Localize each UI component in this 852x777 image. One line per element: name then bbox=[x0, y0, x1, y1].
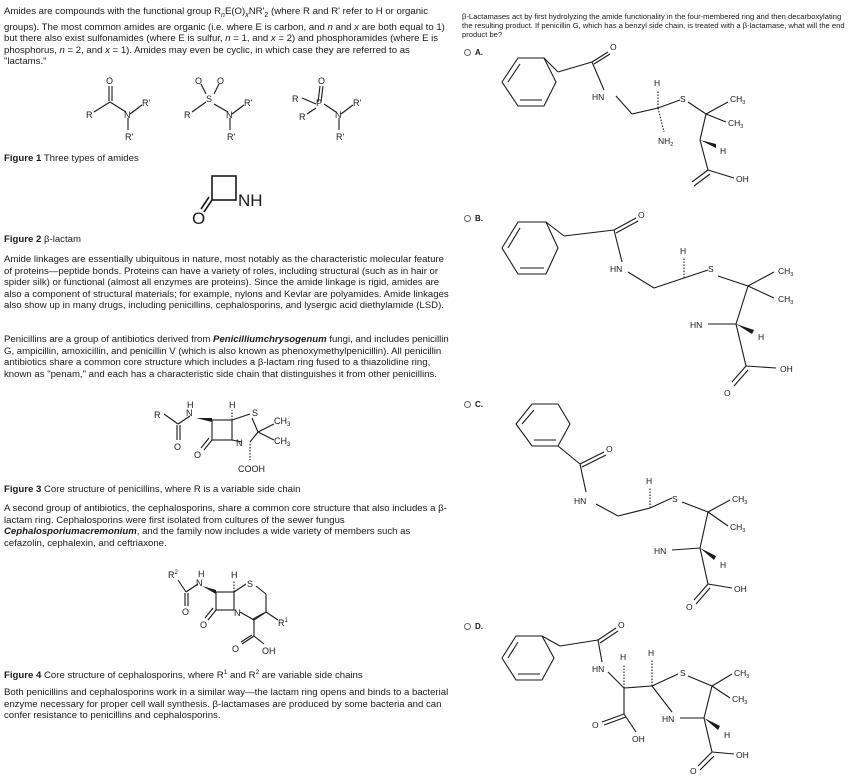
option-b-structure[interactable] bbox=[494, 206, 804, 396]
svg-text:P: P bbox=[316, 98, 323, 108]
figure-4-cephalosporin-core bbox=[160, 562, 310, 662]
option-b[interactable] bbox=[464, 214, 483, 223]
svg-text:OH: OH bbox=[736, 174, 749, 184]
svg-text:H: H bbox=[620, 652, 627, 662]
svg-text:R': R' bbox=[336, 132, 345, 142]
svg-text:N: N bbox=[196, 578, 203, 588]
svg-text:OH: OH bbox=[736, 750, 749, 760]
svg-text:O: O bbox=[592, 720, 599, 730]
svg-text:O: O bbox=[724, 388, 731, 396]
svg-text:HN: HN bbox=[654, 546, 667, 556]
svg-text:O: O bbox=[232, 644, 240, 654]
svg-text:CH3: $CH_3$ bbox=[274, 436, 291, 448]
svg-text:R': R' bbox=[227, 132, 236, 142]
svg-text:S: S bbox=[252, 408, 259, 418]
svg-text:R1: $R^1$ bbox=[278, 618, 288, 628]
svg-text:O: O bbox=[194, 450, 202, 460]
svg-text:N: N bbox=[335, 110, 342, 120]
svg-text:S: S bbox=[247, 579, 254, 589]
svg-text:R: R bbox=[299, 112, 306, 122]
option-a-structure[interactable] bbox=[494, 40, 774, 190]
svg-text:R': R' bbox=[125, 132, 134, 142]
option-c-structure[interactable] bbox=[494, 396, 784, 610]
svg-text:O: O bbox=[106, 76, 114, 86]
svg-text:S: S bbox=[680, 668, 686, 678]
svg-text:H: H bbox=[724, 730, 731, 740]
svg-text:H: H bbox=[231, 570, 238, 580]
svg-text:H: H bbox=[758, 332, 765, 342]
svg-text:O: O bbox=[195, 76, 203, 86]
option-c-label: C. bbox=[475, 400, 483, 409]
option-d-structure[interactable] bbox=[494, 614, 784, 774]
svg-text:S: S bbox=[672, 494, 678, 504]
svg-text:N: N bbox=[226, 110, 233, 120]
option-d-label: D. bbox=[475, 622, 483, 631]
question-text: β-Lactamases act by first hydrolyzing the amide functionality in the four-membered ring and then decarboxylating the resulting product. If penicillin G, which has a benzyl side chain, is treated with a β-lactamase, what will the end product be? bbox=[462, 11, 845, 39]
svg-text:O: O bbox=[192, 209, 206, 228]
figure-1-amides bbox=[80, 72, 380, 152]
option-a-label: A. bbox=[475, 48, 483, 57]
figure-2-beta-lactam bbox=[190, 166, 280, 230]
svg-text:OH: OH bbox=[780, 364, 793, 374]
svg-text:R': R' bbox=[353, 98, 362, 108]
svg-text:OH: OH bbox=[734, 584, 747, 594]
option-a[interactable] bbox=[464, 48, 483, 57]
svg-text:NH: NH bbox=[238, 191, 263, 210]
svg-text:H: H bbox=[680, 246, 687, 256]
svg-text:H: H bbox=[648, 648, 655, 658]
svg-text:CH3: $CH_3$ bbox=[730, 522, 746, 534]
svg-text:HN: HN bbox=[690, 320, 703, 330]
option-c-radio[interactable] bbox=[464, 401, 471, 408]
figure-3-caption: Figure 3 Core structure of penicillins, where R is a variable side chain bbox=[4, 484, 301, 495]
svg-text:O: O bbox=[610, 42, 617, 52]
svg-text:R2: $R^2$ bbox=[168, 570, 178, 580]
svg-text:N: N bbox=[186, 408, 193, 418]
svg-text:OH: OH bbox=[262, 646, 276, 656]
svg-text:COOH: COOH bbox=[238, 464, 265, 474]
paragraph-amide-linkages: Amide linkages are essentially ubiquitous in nature, most notably as the characteristic molecular feature of proteins—peptide bonds. Proteins can have a variety of roles, including structural (such as in hair or spider silk) or functional (almost all enzymes are proteins). Since the amide linkage is rigid, amides are also a component of structural materials; for example, nylons and Kevlar are polyamides. Amide linkages also show up in many drugs, including penicillins, cephalosporins, and lysergic acid diethylamide (LSD). bbox=[4, 254, 449, 312]
svg-text:N: N bbox=[236, 438, 243, 448]
svg-text:CH3: $CH_3$ bbox=[274, 416, 291, 428]
svg-text:N: N bbox=[234, 608, 241, 618]
svg-text:H: H bbox=[720, 146, 727, 156]
option-a-radio[interactable] bbox=[464, 49, 471, 56]
option-b-label: B. bbox=[475, 214, 483, 223]
svg-text:HN: HN bbox=[592, 92, 605, 102]
paragraph-penicillins: Penicillins are a group of antibiotics derived from Penicilliumchrysogenum fungi, and includes penicillin G, ampicillin, amoxicillin, and penicillin V (which is also known as phenoxymethylpenicillin). All penicillin antibiotics share a common core structure which includes a β-lactam ring fused to a thiazolidine ring, known as "penam," and each has a characteristic side chain that distinguishes it from other penicillins. bbox=[4, 334, 449, 380]
svg-text:O: O bbox=[200, 620, 208, 630]
svg-text:CH3: $CH_3$ bbox=[734, 668, 750, 680]
svg-text:O: O bbox=[690, 766, 697, 774]
svg-text:O: O bbox=[638, 210, 645, 220]
svg-text:O: O bbox=[686, 602, 693, 610]
svg-text:CH3: $CH_3$ bbox=[778, 294, 794, 306]
svg-text:CH3: $CH_3$ bbox=[730, 94, 746, 106]
svg-text:H: H bbox=[646, 476, 653, 486]
paragraph-cephalosporins: A second group of antibiotics, the cephalosporins, share a common core structure that also includes a β-lactam ring. Cephalosporins were first isolated from cultures of the sewer fungus Cephalosporiumacremonium, and the family now includes a wide variety of members such as cefazolin, cephalexin, and ceftriaxone. bbox=[4, 503, 447, 549]
svg-text:CH3: $CH_3$ bbox=[732, 694, 748, 706]
svg-text:O: O bbox=[606, 444, 613, 454]
option-b-radio[interactable] bbox=[464, 215, 471, 222]
svg-text:H: H bbox=[198, 569, 205, 579]
svg-text:S: S bbox=[206, 94, 213, 104]
svg-text:H: H bbox=[654, 78, 661, 88]
svg-text:CH3: $CH_3$ bbox=[728, 118, 744, 130]
option-c[interactable] bbox=[464, 400, 483, 409]
svg-text:NH2: $NH_2$ bbox=[658, 136, 674, 148]
svg-text:H: H bbox=[187, 400, 194, 410]
svg-text:O: O bbox=[182, 607, 190, 617]
svg-text:O: O bbox=[217, 76, 225, 86]
svg-text:R': R' bbox=[142, 98, 151, 108]
svg-text:O: O bbox=[174, 442, 182, 452]
svg-text:HN: HN bbox=[610, 264, 623, 274]
svg-text:HN: HN bbox=[592, 664, 605, 674]
intro-paragraph: Amides are compounds with the functional group $R_nE(O)_xNR'_2$ (where R and R' refer to H or organic groups). The most common amides are organic (i.e. where E is carbon, and n and x are both equal to 1) but there also exist sulfonamides (where E is sulfur, n = 1, and x = 2) and phosphoramides (where E is phosphorus, n = 2, and x = 1). Amides may even be cyclic, in which case they are referred to as "lactams." bbox=[4, 6, 445, 68]
figure-1-caption: Figure 1 Three types of amides bbox=[4, 153, 139, 164]
svg-text:S: S bbox=[708, 264, 714, 274]
svg-text:S: S bbox=[680, 94, 686, 104]
figure-3-penicillin-core bbox=[150, 398, 330, 480]
svg-text:OH: OH bbox=[632, 734, 645, 744]
figure-4-caption: Figure 4 Core structure of cephalosporins, where $R^1$ and $R^2$ are variable side chains bbox=[4, 669, 363, 682]
svg-text:N: N bbox=[124, 110, 131, 120]
svg-text:R: R bbox=[292, 94, 299, 104]
figure-2-caption: Figure 2 β-lactam bbox=[4, 234, 81, 245]
option-d-radio[interactable] bbox=[464, 623, 471, 630]
svg-text:O: O bbox=[318, 76, 326, 86]
svg-text:H: H bbox=[720, 560, 727, 570]
svg-text:CH3: $CH_3$ bbox=[778, 266, 794, 278]
paragraph-mechanism: Both penicillins and cephalosporins work in a similar way—the lactam ring opens and binds to a bacterial enzyme necessary for proper cell wall synthesis. β-lactamases are produced by some bacteria and can confer resistance to penicillins and cephalosporins. bbox=[4, 687, 449, 722]
option-d[interactable] bbox=[464, 622, 483, 631]
svg-text:R': R' bbox=[244, 98, 253, 108]
svg-text:CH3: $CH_3$ bbox=[732, 494, 748, 506]
svg-text:HN: HN bbox=[574, 496, 587, 506]
svg-text:R: R bbox=[154, 410, 161, 420]
svg-text:R: R bbox=[184, 110, 191, 120]
svg-text:O: O bbox=[618, 620, 625, 630]
svg-text:R: R bbox=[86, 110, 93, 120]
svg-text:H: H bbox=[229, 400, 236, 410]
svg-text:HN: HN bbox=[662, 714, 675, 724]
